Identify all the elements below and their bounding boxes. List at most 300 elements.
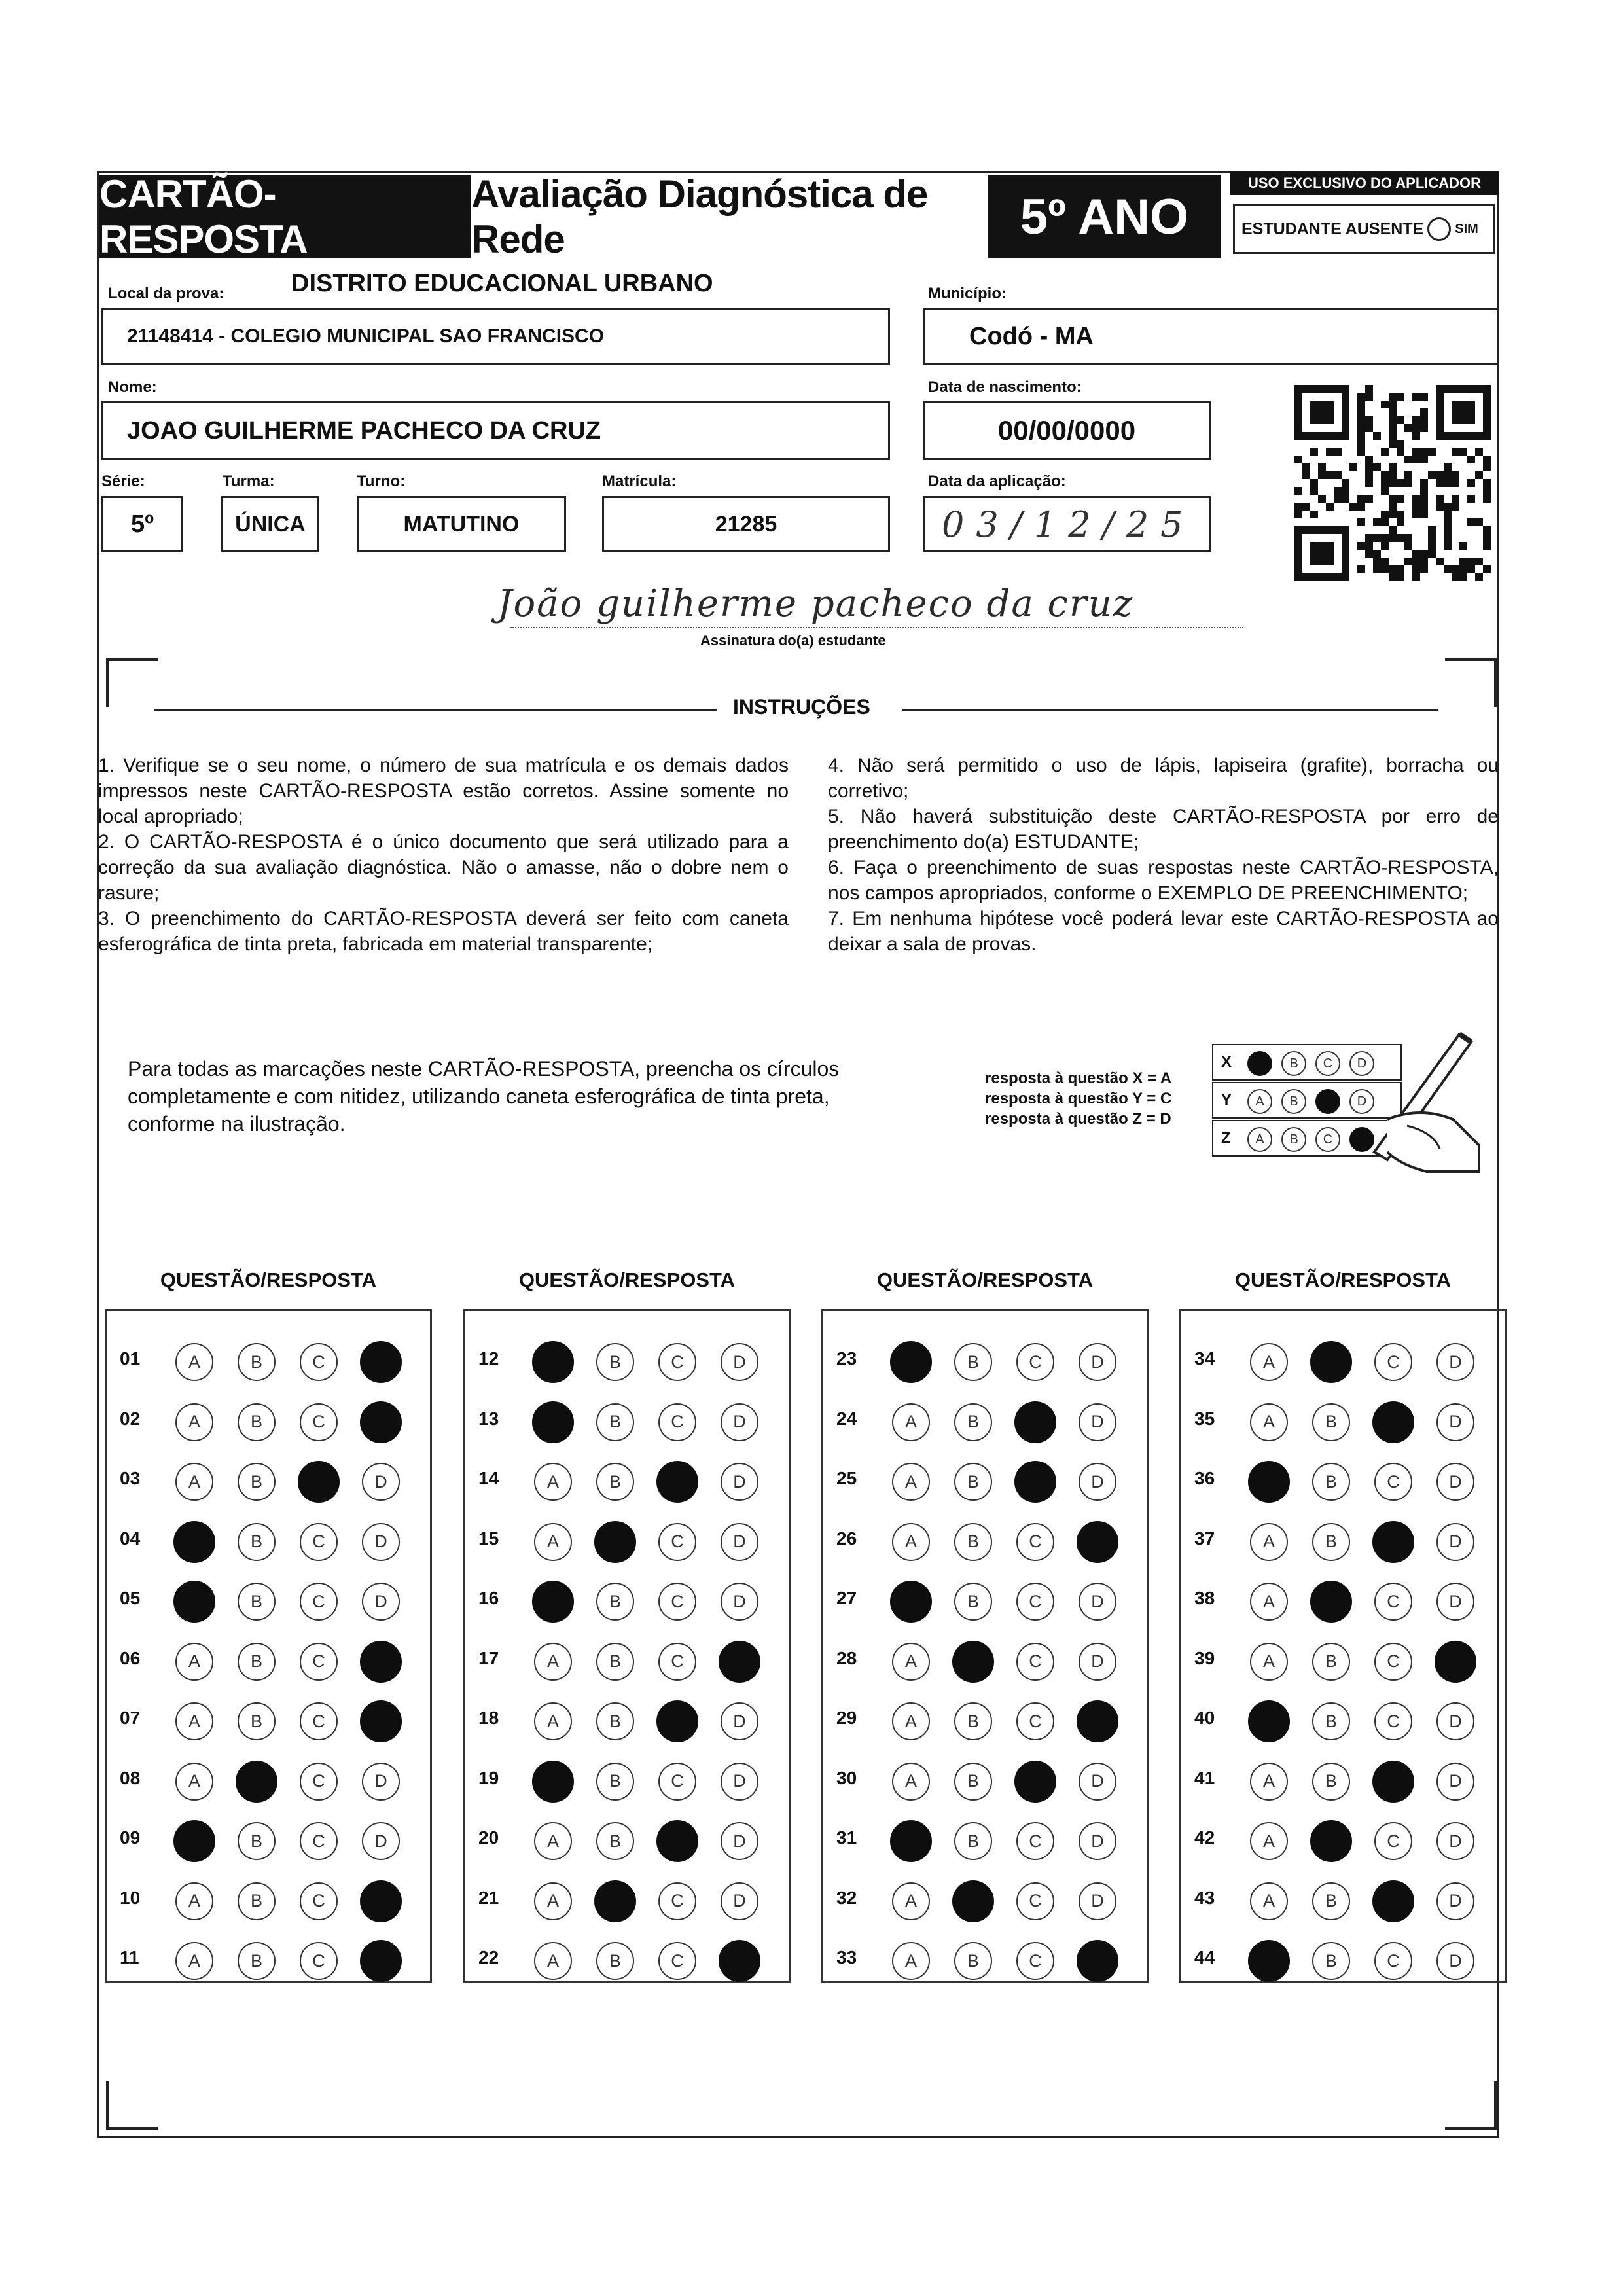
question-row [823, 1634, 1147, 1679]
answer-bubble-d[interactable]: D [1436, 1403, 1474, 1441]
estudante-ausente-label: ESTUDANTE AUSENTE [1241, 219, 1424, 238]
question-row [1181, 1334, 1505, 1380]
answer-bubble-b[interactable] [594, 1880, 636, 1922]
answer-bubble-a[interactable]: A [892, 1882, 930, 1920]
answer-bubble-a[interactable]: A [534, 1882, 572, 1920]
answer-bubble-c[interactable]: C [658, 1523, 696, 1561]
answer-bubble-b[interactable]: B [238, 1882, 276, 1920]
question-row [465, 1873, 789, 1919]
question-row [107, 1573, 430, 1619]
answer-bubble-b[interactable]: B [238, 1463, 276, 1501]
question-number: 30 [836, 1767, 857, 1788]
answer-bubble-c[interactable]: C [1374, 1942, 1412, 1980]
answer-bubble-d[interactable]: D [362, 1583, 400, 1621]
example-bubble-b: B [1281, 1089, 1306, 1114]
answer-bubble-d[interactable]: D [362, 1463, 400, 1501]
aplicacao-label: Data da aplicação: [928, 473, 1066, 490]
answer-bubble-c[interactable]: C [1374, 1702, 1412, 1740]
answer-bubble-c[interactable] [656, 1461, 698, 1503]
absent-field [1233, 204, 1495, 254]
answer-bubble-a[interactable] [890, 1581, 932, 1623]
answer-bubble-a[interactable]: A [175, 1882, 213, 1920]
answer-bubble-b[interactable]: B [238, 1942, 276, 1980]
answer-bubble-a[interactable] [1248, 1461, 1290, 1503]
answer-bubble-c[interactable]: C [658, 1643, 696, 1681]
example-bubble-d: D [1349, 1089, 1374, 1114]
answer-bubble-a[interactable]: A [1250, 1343, 1288, 1381]
question-row [107, 1693, 430, 1739]
municipio-field: Codó - MA [923, 308, 1499, 365]
answer-bubble-b[interactable]: B [238, 1702, 276, 1740]
question-column [1179, 1309, 1507, 1983]
question-column-header: QUESTÃO/RESPOSTA [876, 1268, 1094, 1291]
question-row [107, 1753, 430, 1799]
answer-bubble-d[interactable]: D [1079, 1643, 1116, 1681]
answer-bubble-c[interactable]: C [300, 1822, 338, 1860]
answer-bubble-c[interactable]: C [1374, 1583, 1412, 1621]
turno-field: MATUTINO [357, 496, 566, 552]
question-row [1181, 1573, 1505, 1619]
answer-bubble-b[interactable]: B [1312, 1523, 1350, 1561]
answer-bubble-c[interactable]: C [300, 1763, 338, 1801]
answer-bubble-a[interactable]: A [534, 1643, 572, 1681]
matricula-field: 21285 [602, 496, 890, 552]
instructions-rule-left [154, 709, 717, 711]
answer-bubble-d[interactable]: D [1436, 1822, 1474, 1860]
question-column-header: QUESTÃO/RESPOSTA [518, 1268, 736, 1291]
answer-bubble-b[interactable]: B [238, 1643, 276, 1681]
answer-bubble-b[interactable]: B [596, 1942, 634, 1980]
question-row [823, 1573, 1147, 1619]
corner-mark-bottom-left [106, 2081, 158, 2130]
answer-bubble-c[interactable]: C [300, 1643, 338, 1681]
answer-bubble-b[interactable]: B [596, 1403, 634, 1441]
answer-bubble-a[interactable]: A [892, 1403, 930, 1441]
answer-bubble-d[interactable]: D [1079, 1343, 1116, 1381]
answer-bubble-a[interactable] [173, 1820, 215, 1862]
answer-bubble-a[interactable] [173, 1581, 215, 1623]
answer-bubble-d[interactable]: D [362, 1822, 400, 1860]
answer-bubble-c[interactable]: C [1016, 1643, 1054, 1681]
answer-bubble-a[interactable] [890, 1341, 932, 1383]
answer-bubble-a[interactable] [532, 1761, 574, 1803]
answer-bubble-b[interactable]: B [954, 1942, 992, 1980]
instruction-4: 4. Não será permitido o uso de lápis, lapiseira (grafite), borracha ou corretivo; [828, 755, 1499, 802]
instruction-7: 7. Em nenhuma hipótese você poderá levar este CARTÃO-RESPOSTA ao deixar a sala de provas. [828, 908, 1499, 955]
answer-bubble-d[interactable] [1077, 1940, 1118, 1982]
question-number: 34 [1194, 1348, 1215, 1369]
sim-label: SIM [1455, 221, 1478, 236]
serie-field: 5º [101, 496, 183, 552]
answer-bubble-b[interactable] [1310, 1820, 1352, 1862]
example-bubble-a: A [1247, 1127, 1272, 1152]
answer-bubble-a[interactable]: A [175, 1643, 213, 1681]
answer-bubble-d[interactable]: D [721, 1763, 758, 1801]
answer-bubble-b[interactable]: B [1312, 1763, 1350, 1801]
answer-bubble-a[interactable]: A [175, 1403, 213, 1441]
answer-bubble-a[interactable] [532, 1401, 574, 1443]
answer-bubble-a[interactable]: A [892, 1702, 930, 1740]
answer-bubble-d[interactable]: D [721, 1583, 758, 1621]
answer-bubble-c[interactable]: C [300, 1702, 338, 1740]
answer-bubble-d[interactable] [1435, 1641, 1476, 1683]
signature: João guilherme pacheco da cruz [497, 583, 1134, 625]
answer-bubble-a[interactable] [890, 1820, 932, 1862]
question-number: 40 [1194, 1708, 1215, 1728]
answer-bubble-b[interactable]: B [596, 1822, 634, 1860]
nascimento-label: Data de nascimento: [928, 378, 1082, 396]
answer-bubble-c[interactable]: C [1016, 1523, 1054, 1561]
answer-bubble-a[interactable]: A [175, 1343, 213, 1381]
answer-bubble-d[interactable]: D [1079, 1403, 1116, 1441]
answer-bubble-b[interactable]: B [596, 1643, 634, 1681]
answer-bubble-d[interactable]: D [1436, 1763, 1474, 1801]
question-number: 09 [120, 1827, 141, 1848]
answer-bubble-d[interactable]: D [1436, 1343, 1474, 1381]
answer-bubble-c[interactable] [298, 1461, 340, 1503]
answer-bubble-c[interactable] [1372, 1401, 1414, 1443]
answer-bubble-b[interactable]: B [238, 1523, 276, 1561]
answer-bubble-c[interactable] [1014, 1461, 1056, 1503]
answer-bubble-c[interactable]: C [1374, 1343, 1412, 1381]
question-number: 25 [836, 1468, 857, 1488]
answer-bubble-d[interactable]: D [1436, 1523, 1474, 1561]
answer-bubble-b[interactable]: B [238, 1343, 276, 1381]
question-row [823, 1873, 1147, 1919]
answer-bubble-a[interactable]: A [1250, 1822, 1288, 1860]
answer-bubble-c[interactable]: C [1016, 1702, 1054, 1740]
question-row [1181, 1933, 1505, 1979]
question-column-header: QUESTÃO/RESPOSTA [160, 1268, 377, 1291]
answer-bubble-c[interactable]: C [1016, 1942, 1054, 1980]
question-row [1181, 1514, 1505, 1560]
answer-bubble-a[interactable]: A [534, 1463, 572, 1501]
answer-bubble-b[interactable]: B [596, 1343, 634, 1381]
answer-bubble-c[interactable]: C [1374, 1643, 1412, 1681]
answer-bubble-c[interactable]: C [1016, 1343, 1054, 1381]
answer-bubble-c[interactable]: C [658, 1403, 696, 1441]
question-number: 11 [120, 1947, 139, 1967]
absent-box [1230, 171, 1499, 258]
answer-bubble-a[interactable]: A [1250, 1763, 1288, 1801]
answer-bubble-c[interactable] [1372, 1880, 1414, 1922]
answer-bubble-a[interactable]: A [175, 1763, 213, 1801]
turma-label: Turma: [223, 473, 275, 490]
answer-bubble-a[interactable]: A [534, 1702, 572, 1740]
instruction-2: 2. O CARTÃO-RESPOSTA é o único documento que será utilizado para a correção da sua avaliação diagnóstica. Não o amasse, não o dobre nem o rasure; [98, 831, 789, 904]
answer-bubble-b[interactable]: B [954, 1403, 992, 1441]
answer-bubble-b[interactable]: B [238, 1583, 276, 1621]
answer-bubble-c[interactable] [1372, 1761, 1414, 1803]
answer-bubble-d[interactable]: D [721, 1882, 758, 1920]
answer-bubble-d[interactable] [719, 1940, 760, 1982]
question-row [1181, 1693, 1505, 1739]
answer-bubble-a[interactable]: A [1250, 1403, 1288, 1441]
question-row [1181, 1813, 1505, 1859]
question-row [823, 1753, 1147, 1799]
card-title: CARTÃO-RESPOSTA [99, 175, 471, 258]
instruction-5: 5. Não haverá substituição deste CARTÃO-RESPOSTA por erro de preenchimento do(a) ESTUDANTE; [828, 806, 1499, 853]
answer-bubble-b[interactable] [1310, 1581, 1352, 1623]
example-bubble-c: C [1315, 1051, 1340, 1076]
answer-bubble-b[interactable]: B [1312, 1702, 1350, 1740]
answer-bubble-b[interactable]: B [596, 1702, 634, 1740]
question-number: 42 [1194, 1827, 1215, 1848]
question-number: 14 [478, 1468, 499, 1488]
question-number: 35 [1194, 1408, 1215, 1429]
question-number: 32 [836, 1887, 857, 1908]
question-row [465, 1573, 789, 1619]
answer-bubble-a[interactable]: A [1250, 1523, 1288, 1561]
answer-bubble-d[interactable]: D [362, 1763, 400, 1801]
question-row [823, 1394, 1147, 1440]
question-number: 27 [836, 1588, 857, 1608]
question-number: 19 [478, 1767, 499, 1788]
answer-bubble-b[interactable]: B [596, 1463, 634, 1501]
answer-bubble-a[interactable]: A [1250, 1882, 1288, 1920]
answer-bubble-d[interactable]: D [721, 1343, 758, 1381]
school-field: 21148414 - COLEGIO MUNICIPAL SAO FRANCISCO [101, 308, 890, 365]
answer-bubble-d[interactable]: D [1079, 1882, 1116, 1920]
question-row [465, 1514, 789, 1560]
answer-bubble-d[interactable]: D [1079, 1822, 1116, 1860]
question-row [823, 1933, 1147, 1979]
answer-bubble-c[interactable]: C [300, 1583, 338, 1621]
answer-bubble-c[interactable] [656, 1820, 698, 1862]
instruction-6: 6. Faça o preenchimento de suas respostas neste CARTÃO-RESPOSTA, nos campos apropriados, conforme o EXEMPLO DE PREENCHIMENTO; [828, 857, 1499, 904]
answer-bubble-d[interactable] [360, 1401, 402, 1443]
answer-bubble-a[interactable]: A [892, 1763, 930, 1801]
answer-bubble-c[interactable]: C [300, 1403, 338, 1441]
answer-bubble-d[interactable]: D [1079, 1583, 1116, 1621]
answer-bubble-d[interactable] [360, 1880, 402, 1922]
answer-bubble-c[interactable] [1014, 1401, 1056, 1443]
exam-title: Avaliação Diagnóstica de Rede [471, 175, 988, 258]
pen-hand-icon [1361, 1021, 1486, 1178]
municipio-label: Município: [928, 285, 1007, 302]
example-bubble-a: A [1247, 1089, 1272, 1114]
serie-label: Série: [101, 473, 145, 490]
corner-mark-top-right [1445, 658, 1497, 707]
answer-bubble-a[interactable]: A [534, 1523, 572, 1561]
local-label: Local da prova: [108, 285, 224, 302]
name-field: JOAO GUILHERME PACHECO DA CRUZ [101, 401, 890, 460]
local-value: DISTRITO EDUCACIONAL URBANO [291, 270, 713, 297]
answer-bubble-b[interactable]: B [1312, 1942, 1350, 1980]
question-row [465, 1394, 789, 1440]
signature-label: Assinatura do(a) estudante [700, 632, 886, 649]
answer-bubble-a[interactable]: A [534, 1822, 572, 1860]
grade-label: 5º ANO [988, 175, 1221, 258]
answer-bubble-b[interactable]: B [954, 1822, 992, 1860]
question-row [465, 1693, 789, 1739]
answer-bubble-b[interactable]: B [596, 1583, 634, 1621]
answer-bubble-a[interactable] [532, 1581, 574, 1623]
answer-bubble-a[interactable]: A [175, 1942, 213, 1980]
answer-bubble-d[interactable]: D [721, 1702, 758, 1740]
question-number: 36 [1194, 1468, 1215, 1488]
corner-mark-bottom-right [1445, 2081, 1497, 2130]
question-number: 13 [478, 1408, 499, 1429]
answer-bubble-c[interactable] [1014, 1761, 1056, 1803]
question-number: 24 [836, 1408, 857, 1429]
question-row [1181, 1634, 1505, 1679]
answer-bubble-d[interactable] [360, 1341, 402, 1383]
question-row [1181, 1753, 1505, 1799]
answer-bubble-a[interactable] [1248, 1940, 1290, 1982]
example-line-y: resposta à questão Y = C [985, 1090, 1172, 1107]
answer-bubble-d[interactable]: D [721, 1523, 758, 1561]
answer-bubble-c[interactable]: C [1016, 1583, 1054, 1621]
answer-bubble-c[interactable]: C [300, 1343, 338, 1381]
answer-bubble-b[interactable] [236, 1761, 277, 1803]
answer-bubble-b[interactable]: B [1312, 1882, 1350, 1920]
answer-bubble-b[interactable] [952, 1880, 994, 1922]
answer-bubble-a[interactable] [173, 1521, 215, 1563]
aplicacao-field: 03/12/25 [923, 496, 1211, 552]
answer-bubble-a[interactable] [532, 1341, 574, 1383]
answer-bubble-a[interactable]: A [892, 1463, 930, 1501]
answer-bubble-b[interactable]: B [1312, 1643, 1350, 1681]
answer-bubble-a[interactable]: A [1250, 1643, 1288, 1681]
question-number: 07 [120, 1708, 141, 1728]
answer-bubble-d[interactable] [360, 1700, 402, 1742]
question-row [823, 1813, 1147, 1859]
instructions-right [828, 753, 1499, 957]
answer-bubble-c[interactable]: C [1016, 1822, 1054, 1860]
example-legend [985, 1068, 1171, 1129]
answer-bubble-d[interactable]: D [721, 1822, 758, 1860]
example-row-key: Z [1221, 1129, 1231, 1147]
answer-bubble-c[interactable]: C [658, 1882, 696, 1920]
question-number: 10 [120, 1887, 141, 1908]
turma-field: ÚNICA [221, 496, 319, 552]
answer-bubble-a[interactable]: A [175, 1463, 213, 1501]
answer-bubble-a[interactable]: A [175, 1702, 213, 1740]
answer-bubble-c[interactable]: C [658, 1763, 696, 1801]
turno-label: Turno: [357, 473, 406, 490]
answer-bubble-d[interactable]: D [1079, 1463, 1116, 1501]
example-line-z: resposta à questão Z = D [985, 1110, 1171, 1128]
question-row [823, 1334, 1147, 1380]
answer-bubble-b[interactable]: B [1312, 1463, 1350, 1501]
question-number: 37 [1194, 1528, 1215, 1549]
example-bubble-d: D [1349, 1051, 1374, 1076]
example-bubble-c: C [1315, 1127, 1340, 1152]
answer-bubble-d[interactable]: D [721, 1403, 758, 1441]
answer-bubble-c[interactable] [656, 1700, 698, 1742]
question-column [105, 1309, 432, 1983]
birthdate-field: 00/00/0000 [923, 401, 1211, 460]
question-row [465, 1933, 789, 1979]
instructions-title: INSTRUÇÕES [733, 695, 870, 719]
answer-bubble-c[interactable]: C [658, 1583, 696, 1621]
answer-bubble-d[interactable]: D [721, 1463, 758, 1501]
question-row [107, 1334, 430, 1380]
answer-bubble-d[interactable]: D [1436, 1463, 1474, 1501]
example-row-key: Y [1221, 1091, 1232, 1109]
answer-bubble-b[interactable] [952, 1641, 994, 1683]
answer-bubble-c[interactable]: C [300, 1523, 338, 1561]
answer-bubble-c[interactable] [1372, 1521, 1414, 1563]
question-number: 39 [1194, 1647, 1215, 1668]
question-number: 12 [478, 1348, 499, 1369]
answer-bubble-b[interactable]: B [238, 1822, 276, 1860]
signature-line [510, 627, 1243, 628]
answer-bubble-b[interactable]: B [954, 1702, 992, 1740]
answer-bubble-a[interactable]: A [892, 1643, 930, 1681]
answer-bubble-c[interactable]: C [658, 1343, 696, 1381]
example-row-key: X [1221, 1053, 1232, 1071]
answer-bubble-d[interactable] [360, 1641, 402, 1683]
question-column-header: QUESTÃO/RESPOSTA [1234, 1268, 1452, 1291]
question-number: 03 [120, 1468, 141, 1488]
answer-bubble-d[interactable]: D [1436, 1702, 1474, 1740]
question-row [465, 1813, 789, 1859]
instructions-left [98, 753, 789, 957]
answer-bubble-d[interactable] [719, 1641, 760, 1683]
answer-bubble-d[interactable]: D [362, 1523, 400, 1561]
question-row [823, 1514, 1147, 1560]
answer-bubble-b[interactable]: B [238, 1403, 276, 1441]
answer-bubble-c[interactable]: C [1374, 1822, 1412, 1860]
matricula-label: Matrícula: [602, 473, 677, 490]
answer-bubble-a[interactable]: A [1250, 1583, 1288, 1621]
question-number: 26 [836, 1528, 857, 1549]
answer-bubble-d[interactable] [360, 1940, 402, 1982]
example-text: Para todas as marcações neste CARTÃO-RESPOSTA, preencha os círculos completamente e com nitidez, utilizando caneta esferográfica de tinta preta, conforme na ilustração. [128, 1057, 840, 1136]
answer-bubble-b[interactable]: B [954, 1583, 992, 1621]
absent-checkbox[interactable] [1427, 217, 1451, 241]
answer-bubble-b[interactable]: B [954, 1463, 992, 1501]
answer-bubble-c[interactable]: C [1016, 1882, 1054, 1920]
answer-bubble-a[interactable]: A [892, 1523, 930, 1561]
question-row [1181, 1394, 1505, 1440]
answer-bubble-c[interactable]: C [300, 1882, 338, 1920]
answer-bubble-d[interactable] [1077, 1700, 1118, 1742]
answer-bubble-d[interactable]: D [1436, 1882, 1474, 1920]
answer-bubble-d[interactable]: D [1436, 1583, 1474, 1621]
answer-bubble-a[interactable] [1248, 1700, 1290, 1742]
question-row [465, 1634, 789, 1679]
answer-bubble-d[interactable] [1077, 1521, 1118, 1563]
answer-bubble-b[interactable]: B [1312, 1403, 1350, 1441]
answer-bubble-b[interactable]: B [954, 1523, 992, 1561]
answer-bubble-d[interactable]: D [1079, 1763, 1116, 1801]
answer-bubble-b[interactable]: B [954, 1343, 992, 1381]
question-number: 01 [120, 1348, 141, 1369]
nome-label: Nome: [108, 378, 157, 396]
question-row [823, 1454, 1147, 1499]
answer-bubble-a[interactable]: A [534, 1942, 572, 1980]
instructions-rule-right [902, 709, 1438, 711]
answer-bubble-c[interactable]: C [658, 1942, 696, 1980]
answer-bubble-c[interactable]: C [300, 1942, 338, 1980]
answer-bubble-b[interactable]: B [954, 1763, 992, 1801]
answer-bubble-b[interactable]: B [596, 1763, 634, 1801]
question-row [107, 1813, 430, 1859]
answer-bubble-a[interactable]: A [892, 1942, 930, 1980]
answer-bubble-b[interactable] [594, 1521, 636, 1563]
answer-bubble-d[interactable]: D [1436, 1942, 1474, 1980]
question-number: 02 [120, 1408, 141, 1429]
question-number: 41 [1194, 1767, 1215, 1788]
question-number: 31 [836, 1827, 857, 1848]
answer-bubble-b[interactable] [1310, 1341, 1352, 1383]
question-number: 05 [120, 1588, 141, 1608]
answer-bubble-c[interactable]: C [1374, 1463, 1412, 1501]
question-row [107, 1634, 430, 1679]
